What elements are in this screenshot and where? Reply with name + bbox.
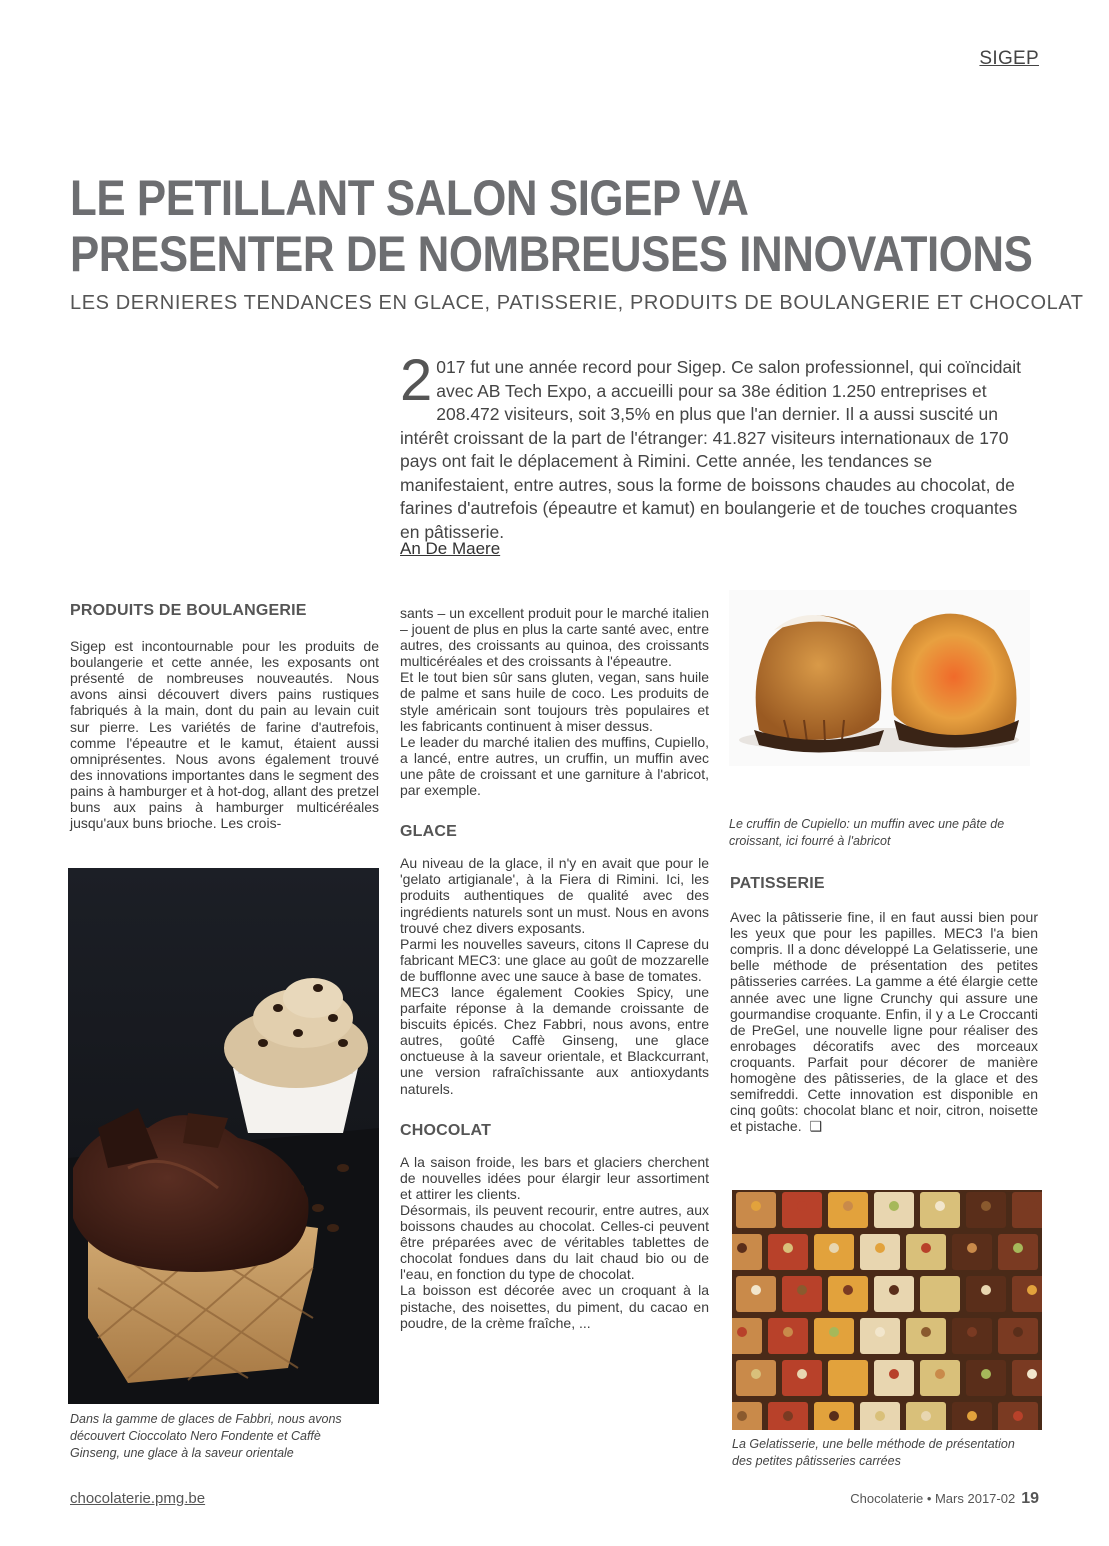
pastry-decoration [1013, 1327, 1023, 1337]
pastry-decoration [797, 1201, 807, 1211]
pastry-decoration [981, 1369, 991, 1379]
pastry-decoration [889, 1201, 899, 1211]
pastry-decoration [737, 1411, 747, 1421]
pastry-decoration [967, 1327, 977, 1337]
pastry-decoration [797, 1369, 807, 1379]
footer-website-link[interactable]: chocolaterie.pmg.be [70, 1490, 206, 1507]
pastry-tile [1012, 1276, 1042, 1312]
pastry-decoration [967, 1411, 977, 1421]
intro-text: 017 fut une année record pour Sigep. Ce salon professionnel, qui coïncidait avec AB Tech Expo, a accueilli pour sa 38e édition 1.250 entreprises et 208.472 visiteurs, soit 3,5% en plus que l'an dernier. Il a aussi suscité un intérêt croissant de la part de l'étranger: 41.827 visiteurs internationaux de 170 pays ont fait le déplacement à Rimini. Cette année, les tendances se manifestaient, entre autres, sous la forme de boissons chaudes au chocolat, de farines d'autrefois (épeautre et kamut) en boulangerie et de touches croquantes en pâtisserie. [400, 357, 1021, 542]
pastry-decoration [737, 1243, 747, 1253]
boulangerie-paragraph-1: Sigep est incontournable pour les produits de boulangerie et cette année, les exposants ont présenté de nombreuses nouveautés. Nous avons ainsi découvert divers pains rustiques fabriqués à la main, dont du pain au levain cuit sur pierre. Les variétés de farine d'autrefois, comme l'épeautre et le kamut, étaient aussi omniprésentes. Nous avons également trouvé des innovations importantes dans le segment des pains à hamburger et à hot-dog, allant des pretzel buns aux pains à hamburger multicéréales jusqu'aux buns brioche. Les crois- [70, 638, 379, 832]
heading-glace: GLACE [400, 823, 457, 841]
gelatisserie-illustration [732, 1190, 1042, 1430]
pastry-decoration [921, 1327, 931, 1337]
article-intro [400, 348, 1040, 544]
ice-cream-illustration [68, 868, 379, 1404]
column-patisserie [730, 876, 1038, 1134]
glace-paragraph-2: Parmi les nouvelles saveurs, citons Il Caprese du fabricant MEC3: une glace au goût de mozzarelle de bufflonne avec une sauce à base de tomates. [400, 935, 709, 984]
pastry-decoration [829, 1411, 839, 1421]
pastry-decoration [783, 1327, 793, 1337]
ice-cream-photo [68, 868, 379, 1404]
heading-patisserie: PATISSERIE [730, 875, 825, 892]
pastry-decoration [737, 1327, 747, 1337]
pastry-decoration [843, 1369, 853, 1379]
pastry-decoration [829, 1327, 839, 1337]
pastry-decoration [797, 1285, 807, 1295]
glace-paragraph-3: MEC3 lance également Cookies Spicy, une parfaite réponse à la demande croissante de biscuits épicés. Chez Fabbri, nous avons, entre autres, goûté Caffè Ginseng, une glace onctueuse à la saveur orientale, et Blackcurrant, une version rafraîchissante aux antioxydants naturels. [400, 983, 709, 1097]
pastry-decoration [921, 1243, 931, 1253]
pastry-decoration [829, 1243, 839, 1253]
patisserie-paragraph-1 [730, 909, 1038, 1134]
heading-chocolat: CHOCOLAT [400, 1121, 492, 1139]
pastry-tile [1012, 1192, 1042, 1228]
chocolat-paragraph-2: Désormais, ils peuvent recourir, entre autres, aux boissons chaudes au chocolat. Celles-ci peuvent être préparées avec de véritables tablettes de chocolat fondues dans du lait chaud bio ou de l'eau, en fonction du type de chocolat. [400, 1202, 709, 1283]
page-number: 19 [1021, 1490, 1039, 1507]
article-title [70, 170, 1033, 282]
pastry-decoration [875, 1411, 885, 1421]
pastry-decoration [1027, 1201, 1037, 1211]
cruffin-illustration [729, 590, 1030, 766]
pastry-decoration [935, 1201, 945, 1211]
patisserie-text: Avec la pâtisserie fine, il en faut aussi bien pour les yeux que pour les papilles. MEC3 l'a bien compris. Il a donc développé La Gelatisserie, une belle méthode de présentation des petites pâtisseries carrées. La gamme a été élargie cette année avec une ligne Crunchy qui assure une gourmandise croquante. Enfin, il y a Le Croccanti de PreGel, une nouvelle ligne pour réaliser des enrobages décoratifs avec des morceaux croquants. Parfait pour décorer de manière homogène des pâtisseries, de la glace et des semifreddi. Cette innovation est disponible en cinq goûts: chocolat blanc et noir, citron, noisette et pistache. [730, 909, 1038, 1135]
boulangerie-paragraph-2: Et le tout bien sûr sans gluten, vegan, sans huile de palme et sans huile de coco. Les produits de style américain sont toujours très populaires et les fabricants continuent à miser dessus. [400, 669, 709, 734]
caption-gelatisserie: La Gelatisserie, une belle méthode de présentation des petites pâtisseries carrées [732, 1437, 1015, 1468]
section-tag: SIGEP [979, 48, 1039, 69]
chocolat-paragraph-3: La boisson est décorée avec un croquant à la pistache, des noisettes, du piment, du cacao en poudre, de la crème fraîche, ... [400, 1282, 709, 1331]
pastry-decoration [875, 1243, 885, 1253]
pastry-decoration [981, 1201, 991, 1211]
column-boulangerie [70, 603, 379, 831]
pastry-decoration [1027, 1285, 1037, 1295]
author-byline: An De Maere [400, 539, 501, 558]
pastry-decoration [783, 1411, 793, 1421]
pastry-decoration [751, 1285, 761, 1295]
pastry-decoration [935, 1285, 945, 1295]
pastry-decoration [921, 1411, 931, 1421]
pastry-tile [732, 1234, 762, 1270]
chocolat-paragraph-1: A la saison froide, les bars et glaciers cherchent de nouvelles idées pour élargir leur assortiment et attirer les clients. [400, 1153, 709, 1202]
pastry-decoration [783, 1243, 793, 1253]
pastry-decoration [843, 1285, 853, 1295]
pastry-tile [1012, 1360, 1042, 1396]
footer-page-info [850, 1490, 1039, 1508]
pastry-decoration [751, 1369, 761, 1379]
intro-dropcap: 2 [400, 348, 433, 413]
pastry-tile [732, 1318, 762, 1354]
pastry-decoration [875, 1327, 885, 1337]
pastry-decoration [843, 1201, 853, 1211]
pastry-decoration [981, 1285, 991, 1295]
pastry-decoration [889, 1369, 899, 1379]
article-title-line-1: LE PETILLANT SALON SIGEP VA [70, 170, 749, 226]
glace-paragraph-1: Au niveau de la glace, il n'y en avait que pour le 'gelato artigianale', à la Fiera di Rimini. Ici, les produits authentiques de qualité avec des ingrédients naturels sont un must. Nous en avons trouvé chez divers exposants. [400, 855, 709, 936]
heading-boulangerie: PRODUITS DE BOULANGERIE [70, 602, 307, 619]
boulangerie-paragraph-1-continued: sants – un excellent produit pour le marché italien – jouent de plus en plus la carte santé avec, entre autres, des croissants au quinoa, des croissants multicéréales et des croissants à l'épeautre. [400, 605, 709, 670]
caption-glace: Dans la gamme de glaces de Fabbri, nous avons découvert Cioccolato Nero Fondente et Caffè Ginseng, une glace à la saveur orientale [70, 1412, 342, 1460]
gelatisserie-photo [732, 1190, 1042, 1430]
pastry-decoration [967, 1243, 977, 1253]
article-title-line-2: PRESENTER DE NOMBREUSES INNOVATIONS [70, 226, 1033, 282]
pastry-decoration [1013, 1411, 1023, 1421]
article-subtitle: LES DERNIERES TENDANCES EN GLACE, PATISSERIE, PRODUITS DE BOULANGERIE ET CHOCOLAT [70, 292, 1084, 314]
pastry-decoration [1027, 1369, 1037, 1379]
pastry-decoration [1013, 1243, 1023, 1253]
caption-cruffin: Le cruffin de Cupiello: un muffin avec une pâte de croissant, ici fourré à l'abricot [729, 817, 1005, 848]
pastry-decoration [889, 1285, 899, 1295]
pastry-decoration [935, 1369, 945, 1379]
boulangerie-paragraph-3: Le leader du marché italien des muffins, Cupiello, a lancé, entre autres, un cruffin, un muffin avec une pâte de croissant et une garniture à l'abricot, par exemple. [400, 733, 709, 799]
pastry-decoration [751, 1201, 761, 1211]
footer-magazine: Chocolaterie • Mars 2017-02 [850, 1491, 1016, 1506]
cruffin-photo [729, 590, 1030, 766]
end-mark-icon: ❑ [809, 1118, 823, 1135]
column-middle [400, 605, 709, 1331]
